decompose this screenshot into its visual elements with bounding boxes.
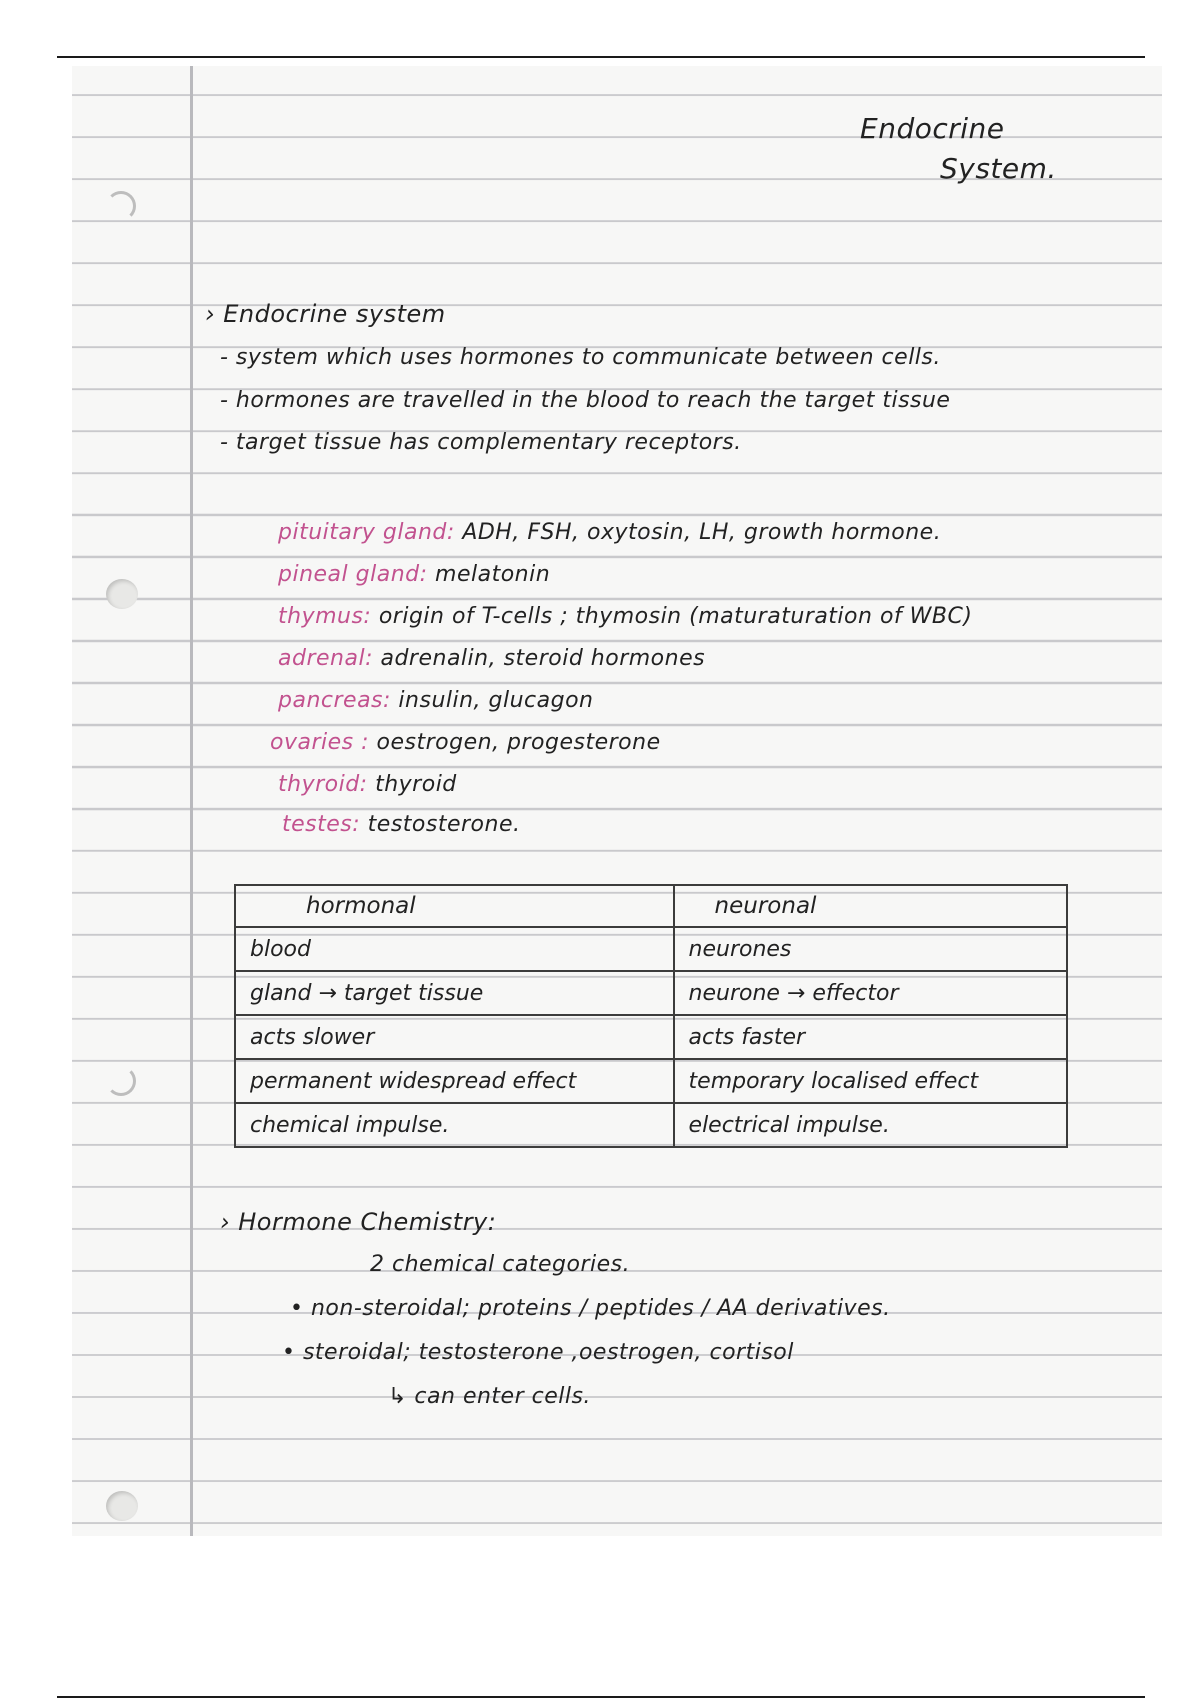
page-bottom-rule <box>57 1696 1145 1698</box>
punch-hole <box>106 579 138 609</box>
page-title-line1: Endocrine <box>860 112 1005 145</box>
gland-name: thyroid: <box>278 772 368 797</box>
gland-row <box>270 730 661 755</box>
gland-name: pituitary gland: <box>278 520 455 545</box>
gland-name: testes: <box>282 812 361 837</box>
page-top-rule <box>57 56 1145 58</box>
table-cell: neurones <box>674 927 1067 971</box>
gland-name: pineal gland: <box>278 562 428 587</box>
gland-name: ovaries : <box>270 730 370 755</box>
table-header-row <box>235 885 1067 927</box>
punch-hole <box>106 1491 138 1521</box>
table-cell: acts faster <box>674 1015 1067 1059</box>
gland-row <box>278 772 457 797</box>
bullet-line: • steroidal; testosterone ,oestrogen, cortisol <box>282 1340 794 1365</box>
bullet-line: • non-steroidal; proteins / peptides / AA derivatives. <box>290 1296 891 1321</box>
table-row <box>235 1059 1067 1103</box>
table-cell: chemical impulse. <box>235 1103 674 1147</box>
table-cell: permanent widespread effect <box>235 1059 674 1103</box>
gland-row <box>282 812 520 837</box>
gland-hormones: ADH, FSH, oxytosin, LH, growth hormone. <box>462 520 942 545</box>
punch-hole-torn <box>106 1066 136 1096</box>
table-row <box>235 1015 1067 1059</box>
punch-hole-torn <box>106 191 136 221</box>
table-header: hormonal <box>235 885 674 927</box>
bullet-line: - hormones are travelled in the blood to reach the target tissue <box>220 388 951 413</box>
section-heading-endocrine: › Endocrine system <box>205 300 446 328</box>
table-cell: acts slower <box>235 1015 674 1059</box>
table-cell: blood <box>235 927 674 971</box>
table-row <box>235 971 1067 1015</box>
bullet-line: - target tissue has complementary receptors. <box>220 430 742 455</box>
gland-row <box>278 646 705 671</box>
gland-hormones: oestrogen, progesterone <box>376 730 661 755</box>
margin-line <box>190 66 193 1536</box>
table-header: neuronal <box>674 885 1067 927</box>
table-row <box>235 927 1067 971</box>
section-heading-hormone-chemistry: › Hormone Chemistry: <box>220 1208 497 1236</box>
table-cell: temporary localised effect <box>674 1059 1067 1103</box>
gland-name: pancreas: <box>278 688 391 713</box>
gland-hormones: melatonin <box>435 562 551 587</box>
hormonal-vs-neuronal-table <box>234 884 1068 1148</box>
bullet-line: - system which uses hormones to communicate between cells. <box>220 345 941 370</box>
gland-hormones: adrenalin, steroid hormones <box>380 646 706 671</box>
gland-hormones: thyroid <box>375 772 457 797</box>
note-line: ↳ can enter cells. <box>388 1384 591 1409</box>
gland-row <box>278 604 972 629</box>
table-row <box>235 1103 1067 1147</box>
gland-hormones: testosterone. <box>367 812 521 837</box>
page-title-line2: System. <box>940 152 1057 185</box>
table-cell: gland → target tissue <box>235 971 674 1015</box>
gland-row <box>278 688 594 713</box>
subheading: 2 chemical categories. <box>370 1252 631 1277</box>
gland-hormones: insulin, glucagon <box>398 688 594 713</box>
gland-row <box>278 562 550 587</box>
gland-name: adrenal: <box>278 646 373 671</box>
gland-name: thymus: <box>278 604 372 629</box>
gland-hormones: origin of T-cells ; thymosin (maturaturation of WBC) <box>378 604 973 629</box>
table-cell: electrical impulse. <box>674 1103 1067 1147</box>
gland-row <box>278 520 941 545</box>
table-cell: neurone → effector <box>674 971 1067 1015</box>
